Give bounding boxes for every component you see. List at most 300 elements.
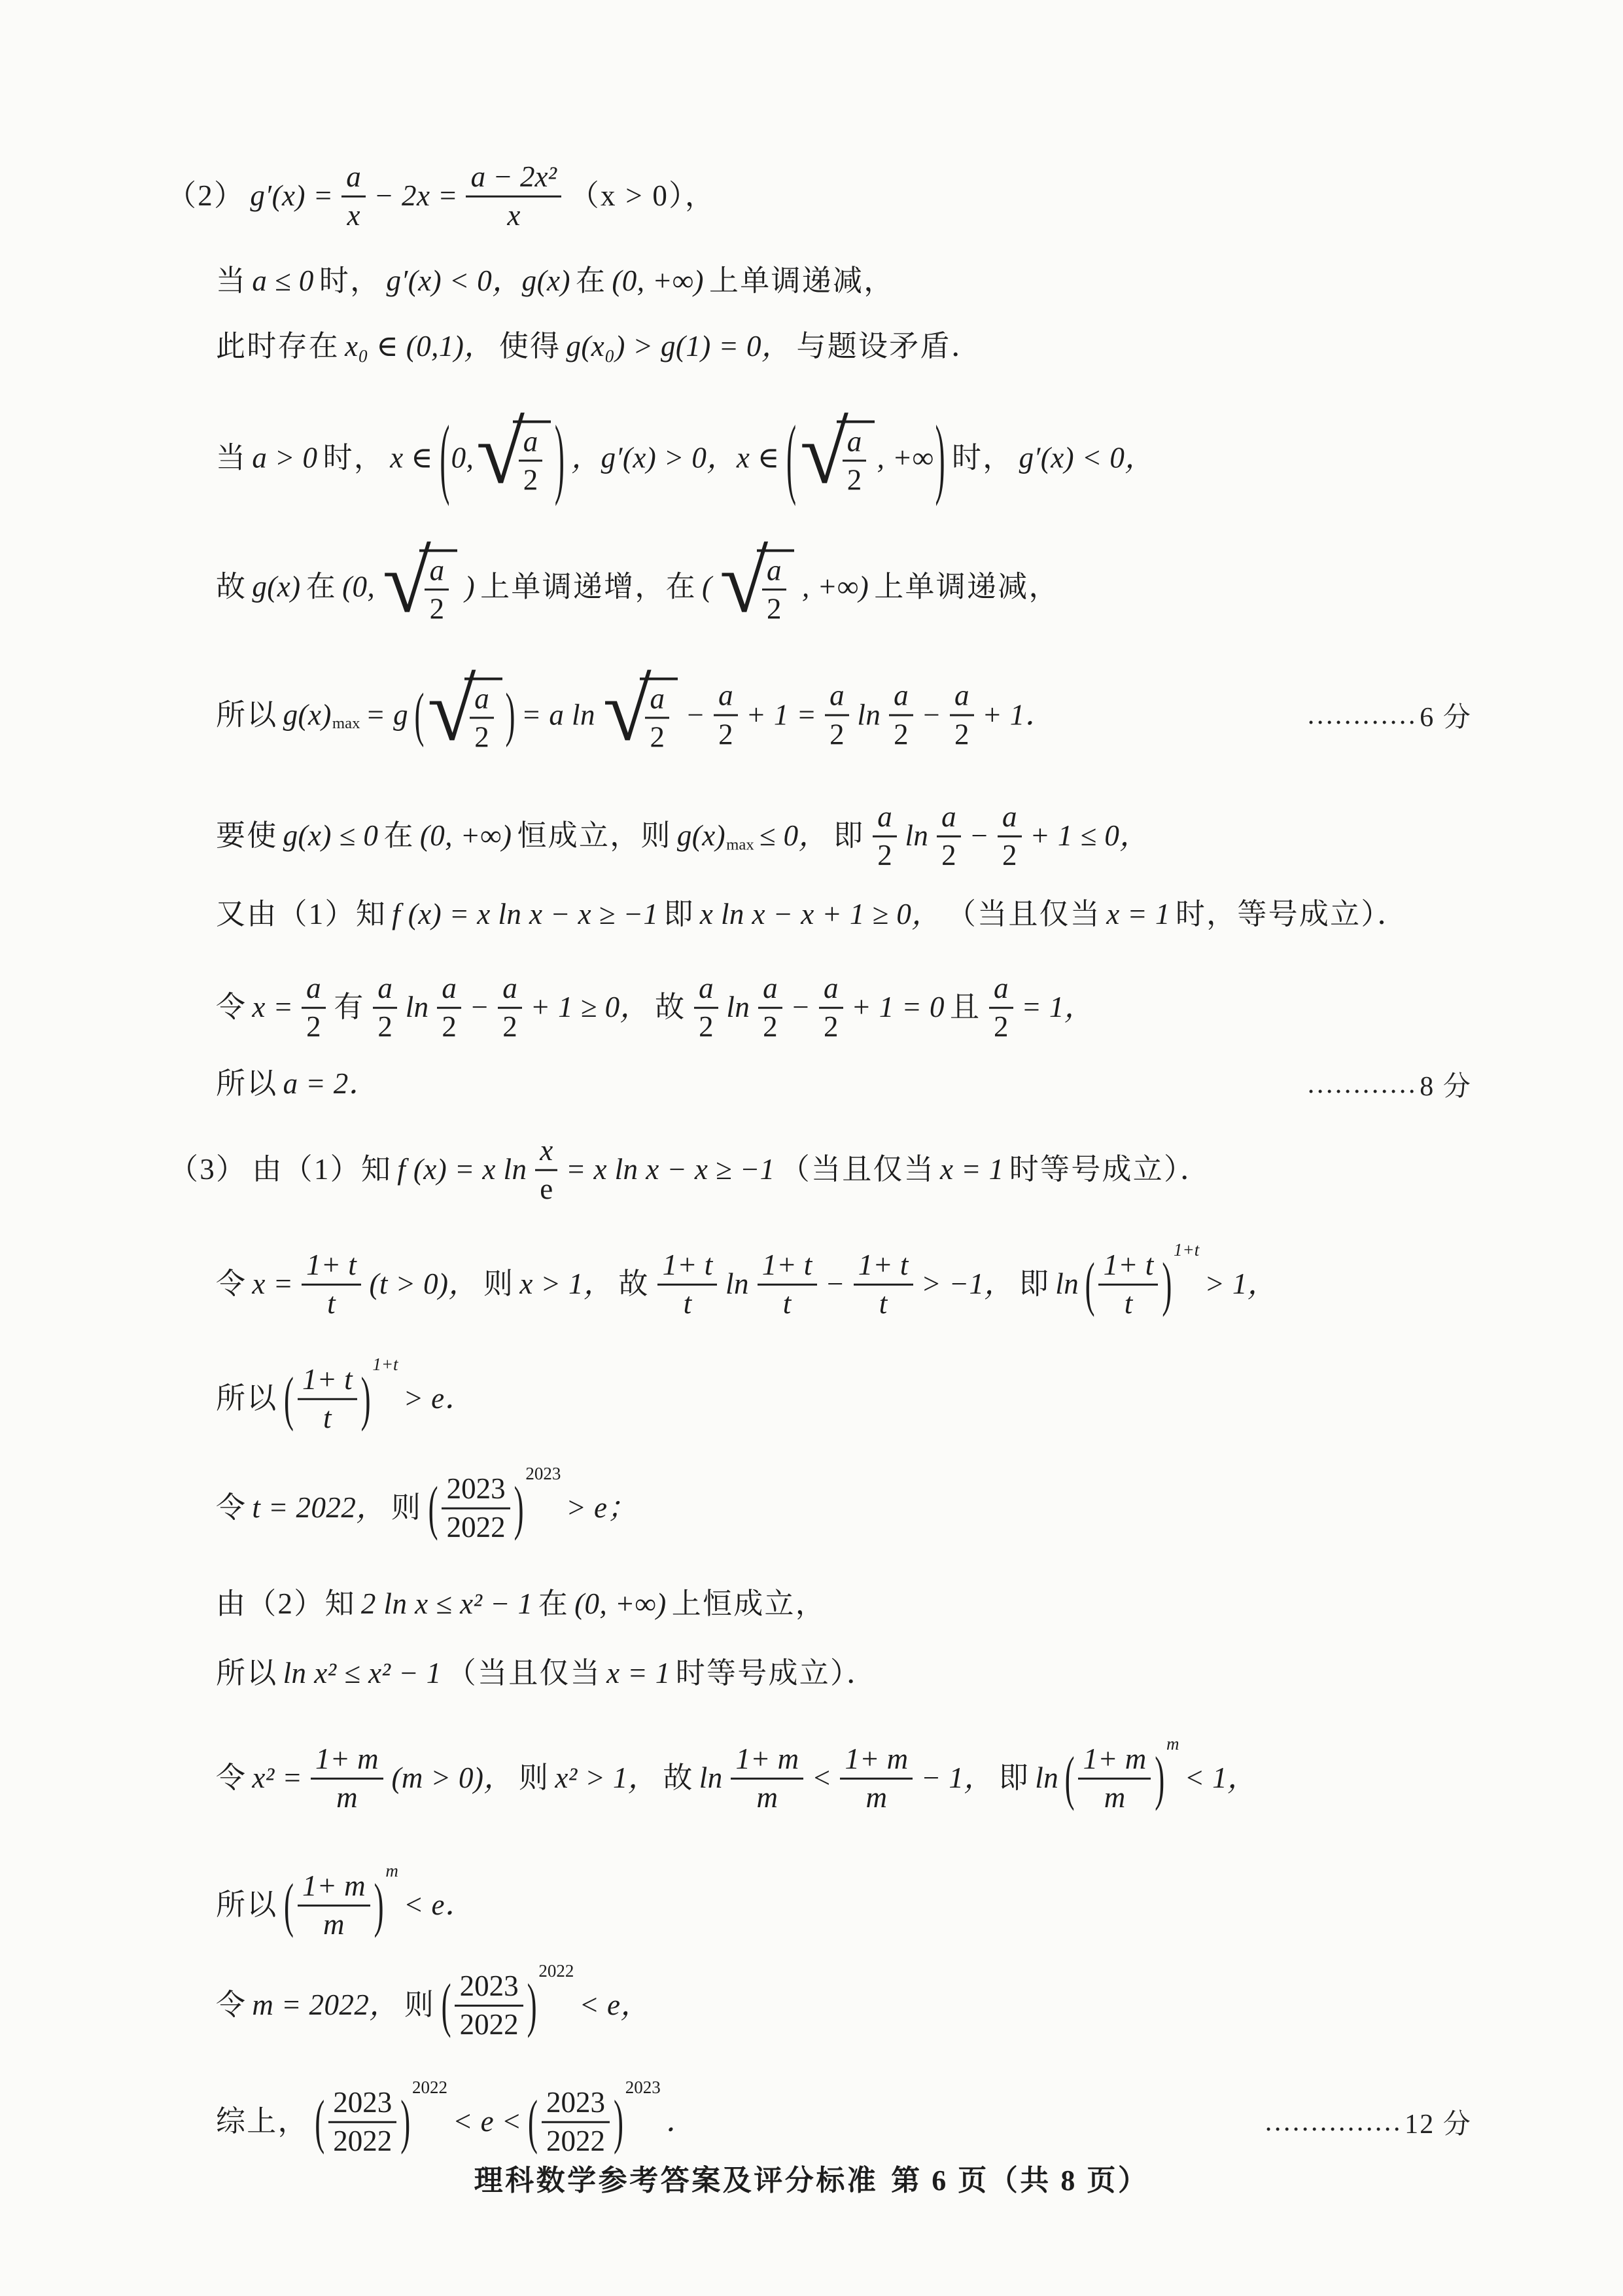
numerator: 1+ t xyxy=(758,1250,817,1286)
denominator: 2 xyxy=(941,839,956,872)
superscript: m xyxy=(385,1860,398,1881)
denominator: 2 xyxy=(306,1010,321,1043)
math-run: = 1， xyxy=(1021,991,1094,1024)
text-run: 上恒成立， xyxy=(671,1587,827,1621)
text-run: 上单调递增，在 xyxy=(480,570,697,603)
sqrt-sign: √ xyxy=(382,533,431,631)
numerator: a xyxy=(762,555,786,591)
math-run: − xyxy=(825,1267,845,1301)
fraction xyxy=(840,1744,913,1814)
math-run: ln xyxy=(905,819,929,853)
sqrt-sign: √ xyxy=(427,662,476,760)
formula-line-20 xyxy=(216,2077,696,2157)
fraction xyxy=(341,162,366,232)
text-run: 则 xyxy=(483,1267,515,1301)
superscript: 1+t xyxy=(372,1354,398,1374)
denominator: x xyxy=(347,199,360,232)
numerator: a xyxy=(998,802,1022,838)
right-paren: ) xyxy=(360,1364,371,1432)
math-run: 2 ln x ≤ x² − 1 xyxy=(360,1587,533,1621)
radical xyxy=(382,533,457,631)
left-paren: ( xyxy=(283,1364,294,1432)
fraction xyxy=(442,1474,510,1544)
text-run: 当 xyxy=(216,264,247,298)
text-run: 即 xyxy=(1019,1267,1051,1301)
fraction xyxy=(498,973,522,1043)
denominator: t xyxy=(782,1287,792,1320)
radical xyxy=(602,662,678,760)
subscript: max xyxy=(726,836,754,854)
left-paren: ( xyxy=(414,680,425,749)
denominator: 2 xyxy=(829,718,845,751)
power-group xyxy=(1084,1239,1200,1320)
math-run: < e． xyxy=(403,1888,475,1922)
math-run: − xyxy=(921,698,942,732)
text-run: 令 xyxy=(216,991,247,1024)
paren-group xyxy=(413,662,516,760)
numerator: a xyxy=(937,802,961,838)
formula-line-2 xyxy=(216,264,895,298)
math-run: (0, xyxy=(342,570,375,603)
math-run: ln xyxy=(405,991,429,1024)
math-run: a ≤ 0 xyxy=(252,264,314,298)
math-run: t = 2022， xyxy=(252,1491,386,1525)
fraction xyxy=(819,973,843,1043)
formula-line-8 xyxy=(216,898,1408,932)
score-label: 8 分 xyxy=(1420,1072,1472,1102)
math-run: > 1， xyxy=(1204,1267,1278,1301)
page-footer xyxy=(474,2157,1149,2199)
item-number: （2） xyxy=(167,179,245,213)
math-run: g(x) xyxy=(676,819,726,853)
denominator: m xyxy=(865,1781,888,1814)
math-run: x² = xyxy=(252,1761,303,1795)
score-mark-8 xyxy=(1306,1065,1472,1104)
interval-group xyxy=(438,404,566,507)
numerator: 1+ m xyxy=(311,1744,383,1780)
math-run: x = xyxy=(252,1267,294,1301)
denominator: 2022 xyxy=(546,2125,605,2157)
text-run: 与题设矛盾． xyxy=(796,330,982,363)
numerator: 2023 xyxy=(328,2087,396,2123)
text-run: 上单调递减， xyxy=(709,264,895,298)
formula-line-11 xyxy=(169,1135,1211,1205)
denominator: 2 xyxy=(954,718,969,751)
denominator: x xyxy=(507,199,521,232)
math-run: x = 1 xyxy=(940,1153,1004,1186)
denominator: 2 xyxy=(377,1010,393,1043)
fraction xyxy=(694,973,718,1043)
fraction xyxy=(535,1135,557,1205)
left-paren: ( xyxy=(440,407,450,507)
numerator: a xyxy=(498,973,522,1009)
power-group xyxy=(283,1354,398,1434)
gmax-group xyxy=(677,819,754,853)
text-run: 由（2）知 xyxy=(216,1587,356,1621)
text-run: 当 xyxy=(216,441,247,474)
denominator: 2 xyxy=(994,1010,1009,1043)
math-run: (0, +∞) xyxy=(612,264,704,298)
formula-line-5 xyxy=(216,533,1060,631)
fraction xyxy=(950,680,974,751)
numerator: 1+ t xyxy=(1098,1250,1158,1286)
left-paren: ( xyxy=(786,407,797,507)
math-run: < e < xyxy=(453,2105,522,2138)
math-run: + 1． xyxy=(982,698,1055,732)
math-run: > −1， xyxy=(921,1267,1014,1301)
fraction xyxy=(758,973,782,1043)
left-paren: ( xyxy=(283,1871,294,1939)
fraction xyxy=(373,973,397,1043)
math-run: + 1 = xyxy=(746,698,817,732)
text-run: 使得 xyxy=(498,330,561,363)
numerator: a xyxy=(714,680,738,716)
right-paren: ) xyxy=(374,1871,384,1939)
fraction xyxy=(1098,1250,1158,1320)
numerator: a xyxy=(470,683,494,719)
text-run: 即 xyxy=(998,1761,1030,1795)
numerator: a xyxy=(873,802,897,838)
sqrt-sign: √ xyxy=(720,533,769,631)
formula-line-15 xyxy=(216,1587,826,1621)
superscript: m xyxy=(1166,1733,1179,1754)
math-run: < xyxy=(811,1761,832,1795)
interval-group xyxy=(785,404,947,507)
numerator: 1+ m xyxy=(1078,1744,1151,1780)
math-run: (m > 0)， xyxy=(391,1761,514,1795)
denominator: 2 xyxy=(718,718,733,751)
denominator: 2 xyxy=(523,463,538,497)
numerator: a xyxy=(645,683,669,719)
math-run: x = 1 xyxy=(1106,898,1170,931)
denominator: t xyxy=(879,1287,888,1320)
text-run: 令 xyxy=(216,1267,247,1301)
math-run: < e， xyxy=(579,1988,650,2022)
fraction xyxy=(298,1364,357,1434)
left-paren: ( xyxy=(1064,1744,1075,1812)
fraction xyxy=(1078,1744,1151,1814)
right-paren: ) xyxy=(614,2087,624,2155)
math-run: x₀ ∈ (0,1)， xyxy=(345,330,494,363)
numerator: a − 2x² xyxy=(466,162,561,198)
score-label: 6 分 xyxy=(1420,703,1472,733)
text-run: 有 xyxy=(334,991,365,1024)
math-run: = a ln xyxy=(521,698,595,732)
text-run: 即 xyxy=(833,819,865,853)
formula-line-4 xyxy=(216,404,1155,507)
formula-line-19 xyxy=(216,1960,650,2041)
denominator: 2 xyxy=(442,1010,457,1043)
math-run: a > 0 xyxy=(252,441,318,474)
fraction xyxy=(854,1250,913,1320)
sqrt-sign: √ xyxy=(476,404,525,503)
numerator: 1+ m xyxy=(840,1744,913,1780)
score-mark-6 xyxy=(1306,696,1472,735)
power-group xyxy=(440,1960,574,2041)
text-run: 要使 xyxy=(216,819,278,853)
math-run: ( xyxy=(702,570,712,603)
power-group xyxy=(1064,1733,1179,1814)
numerator: a xyxy=(373,973,397,1009)
denominator: 2 xyxy=(894,718,909,751)
math-run: > e． xyxy=(403,1382,475,1415)
score-dots: ………… xyxy=(1306,700,1417,730)
score-dots: …………… xyxy=(1264,2107,1402,2137)
math-run: g(x) ≤ 0 xyxy=(283,819,379,853)
numerator: 1+ t xyxy=(298,1364,357,1400)
numerator: a xyxy=(341,162,366,198)
numerator: x xyxy=(535,1135,557,1171)
math-run: (0, +∞) xyxy=(574,1587,667,1621)
numerator: 2023 xyxy=(455,1971,523,2007)
math-run: g(x) xyxy=(252,570,301,603)
math-run: − xyxy=(969,819,990,853)
math-run: − xyxy=(469,991,490,1024)
numerator: a xyxy=(758,973,782,1009)
power-group xyxy=(427,1463,561,1544)
sqrt-sign: √ xyxy=(799,404,848,503)
math-run: x ∈ xyxy=(390,441,434,474)
fraction xyxy=(657,1250,717,1320)
score-label: 12 分 xyxy=(1405,2110,1472,2140)
right-paren: ) xyxy=(554,407,565,507)
text-run: 综上， xyxy=(216,2105,309,2138)
denominator: 2022 xyxy=(446,1511,506,1544)
fraction xyxy=(311,1744,383,1814)
superscript: 2022 xyxy=(538,1960,574,1981)
math-run: g′(x) = xyxy=(250,179,334,213)
math-run: f (x) = x ln x − x ≥ −1 xyxy=(392,898,659,931)
denominator: 2 xyxy=(1002,839,1017,872)
denominator: m xyxy=(323,1908,345,1941)
text-run: （当且仅当 xyxy=(780,1153,935,1186)
math-run: x ln x − x + 1 ≥ 0， xyxy=(699,898,941,931)
formula-line-3 xyxy=(216,330,982,364)
math-run: x > 1， xyxy=(519,1267,614,1301)
radical xyxy=(720,533,794,631)
formula-line-13 xyxy=(216,1354,475,1434)
fraction xyxy=(873,802,897,872)
numerator: 1+ m xyxy=(731,1744,803,1780)
math-run: − 2x = xyxy=(374,179,458,213)
text-run: 则 xyxy=(404,1988,436,2022)
footer-page-number: 第 6 页（共 8 页） xyxy=(891,2164,1149,2197)
denominator: 2 xyxy=(474,720,489,754)
radical xyxy=(799,404,875,503)
fraction xyxy=(298,1871,370,1941)
power-group xyxy=(283,1860,398,1941)
denominator: 2 xyxy=(650,720,665,754)
math-run: x² > 1， xyxy=(555,1761,658,1795)
left-paren: ( xyxy=(428,1474,438,1542)
denominator: t xyxy=(327,1287,336,1320)
text-run: 令 xyxy=(216,1491,247,1525)
numerator: 1+ t xyxy=(302,1250,361,1286)
denominator: e xyxy=(540,1173,553,1205)
text-run: 且 xyxy=(950,991,981,1024)
fraction xyxy=(302,1250,361,1320)
numerator: 2023 xyxy=(442,1474,510,1510)
sqrt-sign: √ xyxy=(602,662,652,760)
text-run: 恒成立，则 xyxy=(517,819,672,853)
text-run: 在 xyxy=(305,570,337,603)
text-run: 在 xyxy=(538,1587,569,1621)
text-run: 所以 xyxy=(216,1888,278,1922)
right-paren: ) xyxy=(935,407,945,507)
formula-line-9 xyxy=(216,973,1094,1043)
math-run: ln xyxy=(699,1761,723,1795)
text-run: 令 xyxy=(216,1761,247,1795)
denominator: t xyxy=(323,1402,332,1434)
fraction xyxy=(466,162,561,232)
score-mark-12 xyxy=(1264,2102,1472,2142)
denominator: 2022 xyxy=(333,2125,393,2157)
right-paren: ) xyxy=(527,1971,537,2039)
formula-line-1 xyxy=(167,162,716,232)
numerator: a xyxy=(989,973,1013,1009)
fraction xyxy=(714,680,738,751)
math-run: g(x) xyxy=(283,698,332,732)
fraction xyxy=(758,1250,817,1320)
text-run: 故 xyxy=(618,1267,650,1301)
text-run: （当且仅当 xyxy=(946,898,1102,931)
text-run: 故 xyxy=(655,991,686,1024)
text-run: 在 xyxy=(383,819,415,853)
text-run: 即 xyxy=(663,898,695,931)
text-run: 由（1）知 xyxy=(252,1153,393,1186)
math-run: ． xyxy=(665,2105,696,2138)
denominator: 2 xyxy=(846,463,862,497)
text-run: 时， xyxy=(323,441,385,474)
math-run: < 1， xyxy=(1184,1761,1257,1795)
numerator: 1+ t xyxy=(854,1250,913,1286)
text-run: （x > 0）， xyxy=(569,179,716,213)
left-paren: ( xyxy=(315,2087,325,2155)
radical xyxy=(476,404,551,503)
right-paren: ) xyxy=(1162,1250,1172,1318)
text-run: 则 xyxy=(391,1491,423,1525)
text-run: 时，等号成立）． xyxy=(1175,898,1408,931)
numerator: 2023 xyxy=(542,2087,610,2123)
math-run: x = xyxy=(252,991,294,1024)
text-run: 又由（1）知 xyxy=(216,898,387,931)
right-paren: ) xyxy=(505,680,515,749)
denominator: m xyxy=(756,1781,778,1814)
text-run: 所以 xyxy=(216,1382,278,1415)
power-group xyxy=(527,2077,661,2157)
denominator: 2 xyxy=(502,1010,517,1043)
formula-line-16 xyxy=(216,1657,877,1691)
numerator: 1+ t xyxy=(657,1250,717,1286)
math-run: > e； xyxy=(566,1491,637,1525)
fraction xyxy=(937,802,961,872)
denominator: 2 xyxy=(877,839,892,872)
math-run: + 1 ≤ 0， xyxy=(1030,819,1149,853)
math-run: ln xyxy=(1035,1761,1059,1795)
formula-line-12 xyxy=(216,1239,1278,1320)
formula-line-14 xyxy=(216,1463,637,1544)
math-run: g(x₀) > g(1) = 0， xyxy=(566,330,792,363)
math-run: g′(x) < 0， xyxy=(1019,441,1155,474)
text-run: 故 xyxy=(216,570,247,603)
denominator: 2 xyxy=(429,592,445,626)
formula-line-18 xyxy=(216,1860,475,1941)
fraction xyxy=(455,1971,523,2041)
text-run: 所以 xyxy=(216,1657,278,1690)
right-paren: ) xyxy=(400,2087,411,2155)
right-paren: ) xyxy=(514,1474,524,1542)
formula-line-6 xyxy=(216,662,1055,760)
math-run: + 1 = 0 xyxy=(851,991,945,1024)
power-group xyxy=(314,2077,447,2157)
math-run: − 1， xyxy=(920,1761,994,1795)
item-number: （3） xyxy=(169,1153,247,1186)
text-run: 故 xyxy=(663,1761,694,1795)
numerator: 1+ m xyxy=(298,1871,370,1907)
math-run: (0, +∞) xyxy=(419,819,512,853)
math-run: ln xyxy=(1055,1267,1079,1301)
left-paren: ( xyxy=(527,2087,538,2155)
denominator: t xyxy=(683,1287,692,1320)
math-run: x = 1 xyxy=(606,1657,671,1690)
radical xyxy=(427,662,502,760)
numerator: a xyxy=(519,426,543,462)
denominator: 2 xyxy=(823,1010,839,1043)
text-run: 在 xyxy=(576,264,607,298)
denominator: 2 xyxy=(766,592,782,626)
fraction xyxy=(998,802,1022,872)
math-run: 0, xyxy=(451,441,474,474)
formula-line-7 xyxy=(216,802,1149,872)
formula-line-10 xyxy=(216,1067,378,1101)
text-run: 所以 xyxy=(216,1067,278,1101)
numerator: a xyxy=(437,973,461,1009)
math-run: ln xyxy=(726,991,750,1024)
fraction xyxy=(889,680,913,751)
math-run: ln x² ≤ x² − 1 xyxy=(283,1657,442,1690)
text-run: 时等号成立）． xyxy=(1009,1153,1211,1186)
denominator: 2 xyxy=(699,1010,714,1043)
math-run: m = 2022， xyxy=(252,1988,399,2022)
math-run: ) xyxy=(464,570,476,603)
denominator: t xyxy=(1124,1287,1133,1320)
numerator: a xyxy=(889,680,913,716)
math-run: − xyxy=(685,698,706,732)
superscript: 2023 xyxy=(625,2077,661,2097)
math-run: − xyxy=(790,991,811,1024)
text-run: （当且仅当 xyxy=(446,1657,602,1690)
gmax-group xyxy=(283,698,360,732)
fraction xyxy=(437,973,461,1043)
footer-title: 理科数学参考答案及评分标准 xyxy=(474,2164,879,2197)
text-run: 所以 xyxy=(216,698,278,732)
denominator: 2 xyxy=(763,1010,778,1043)
text-run: 则 xyxy=(518,1761,550,1795)
numerator: a xyxy=(694,973,718,1009)
numerator: a xyxy=(950,680,974,716)
math-run: = x ln x − x ≥ −1 xyxy=(565,1153,775,1186)
math-run: (t > 0)， xyxy=(369,1267,478,1301)
math-run: a = 2． xyxy=(283,1067,379,1101)
text-run: 令 xyxy=(216,1988,247,2022)
superscript: 1+t xyxy=(1174,1239,1200,1260)
math-run: ，g′(x) > 0，x ∈ xyxy=(571,441,780,474)
math-run: ln xyxy=(725,1267,749,1301)
math-run: g′(x) < 0，g(x) xyxy=(386,264,570,298)
numerator: a xyxy=(819,973,843,1009)
left-paren: ( xyxy=(441,1971,451,2039)
superscript: 2023 xyxy=(525,1463,561,1483)
